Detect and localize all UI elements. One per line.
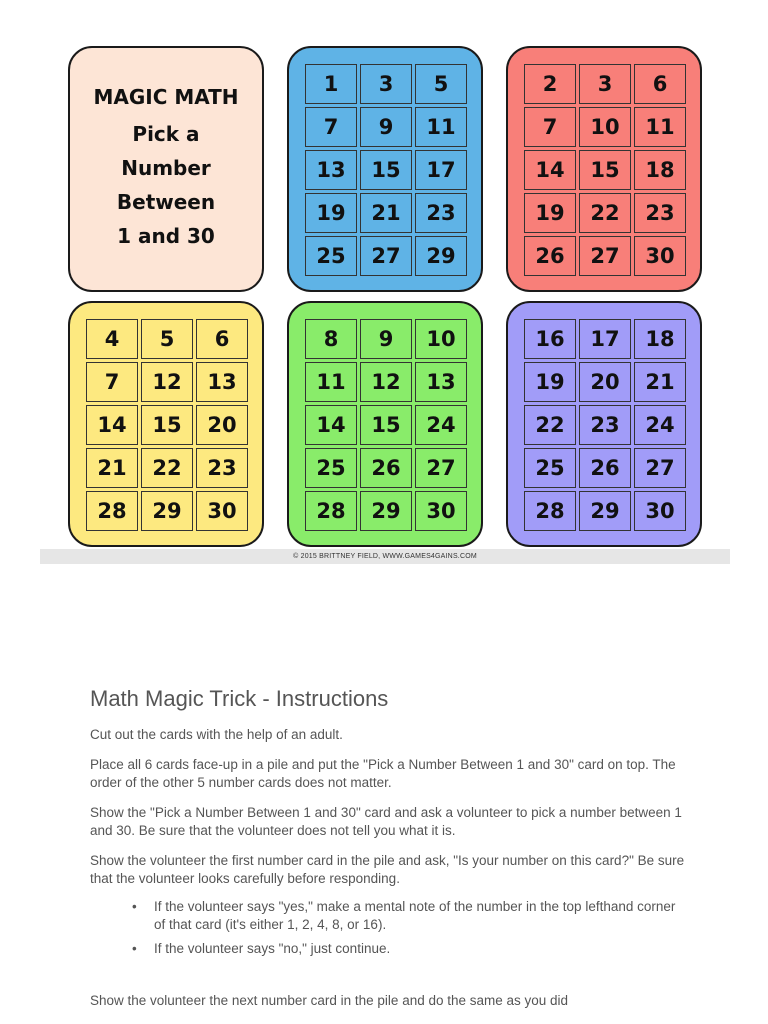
number-grid-blue [305, 64, 467, 276]
number-cell: 14 [524, 150, 576, 190]
instruction-bullet: • If the volunteer says "no," just continue. [132, 940, 690, 958]
copyright-text: © 2015 BRITTNEY FIELD, WWW.GAMES4GAINS.COM [293, 553, 477, 560]
number-cell: 11 [634, 107, 686, 147]
number-cell: 4 [86, 319, 138, 359]
number-cell: 25 [305, 448, 357, 488]
instruction-paragraph: Show the "Pick a Number Between 1 and 30" card and ask a volunteer to pick a number between 1 and 30. Be sure that the volunteer does not tell you what it is. [90, 805, 682, 838]
number-cell: 13 [415, 362, 467, 402]
number-grid-yellow [86, 319, 248, 531]
instructions-section [90, 686, 690, 1022]
number-cell: 27 [634, 448, 686, 488]
number-grid-red [524, 64, 686, 276]
number-card-blue [287, 46, 483, 292]
number-cell: 7 [524, 107, 576, 147]
number-cell: 9 [360, 107, 412, 147]
number-cell: 18 [634, 150, 686, 190]
instruction-paragraph: Show the volunteer the first number card in the pile and ask, "Is your number on this card?" Be sure that the volunteer looks carefully before responding. [90, 853, 685, 886]
number-cell: 15 [360, 405, 412, 445]
number-cell: 12 [141, 362, 193, 402]
number-cell: 28 [86, 491, 138, 531]
number-cell: 26 [360, 448, 412, 488]
number-cell: 27 [579, 236, 631, 276]
number-cell: 27 [415, 448, 467, 488]
number-cell: 20 [579, 362, 631, 402]
instruction-paragraph: Cut out the cards with the help of an adult. [90, 727, 343, 742]
number-cell: 24 [634, 405, 686, 445]
number-cell: 29 [415, 236, 467, 276]
number-cell: 27 [360, 236, 412, 276]
pick-number-text: Pick a Number Between 1 and 30 [116, 122, 216, 248]
instruction-bullet: • If the volunteer says "yes," make a mental note of the number in the top lefthand corner of that card (it's either 1, 2, 4, 8, or 16). [132, 898, 690, 934]
number-card-green [287, 301, 483, 547]
number-cell: 15 [141, 405, 193, 445]
number-cell: 21 [360, 193, 412, 233]
number-cell: 25 [305, 236, 357, 276]
number-cell: 22 [579, 193, 631, 233]
number-cell: 12 [360, 362, 412, 402]
number-cell: 7 [305, 107, 357, 147]
number-cell: 20 [196, 405, 248, 445]
number-cell: 24 [415, 405, 467, 445]
number-cell: 15 [579, 150, 631, 190]
number-cell: 16 [524, 319, 576, 359]
number-cell: 8 [305, 319, 357, 359]
number-cell: 13 [305, 150, 357, 190]
number-cell: 28 [305, 491, 357, 531]
number-cell: 19 [305, 193, 357, 233]
number-cell: 5 [415, 64, 467, 104]
number-cell: 15 [360, 150, 412, 190]
number-cell: 21 [86, 448, 138, 488]
number-cell: 14 [86, 405, 138, 445]
number-cell: 22 [524, 405, 576, 445]
number-cell: 30 [415, 491, 467, 531]
number-cell: 30 [634, 236, 686, 276]
number-grid-green [305, 319, 467, 531]
number-cell: 11 [305, 362, 357, 402]
copyright-bar [40, 549, 730, 564]
number-cell: 9 [360, 319, 412, 359]
number-cell: 26 [579, 448, 631, 488]
number-cell: 7 [86, 362, 138, 402]
number-cell: 23 [634, 193, 686, 233]
number-cell: 11 [415, 107, 467, 147]
number-card-yellow [68, 301, 264, 547]
number-cell: 1 [305, 64, 357, 104]
number-cell: 17 [579, 319, 631, 359]
number-cell: 30 [634, 491, 686, 531]
number-cell: 26 [524, 236, 576, 276]
number-cell: 18 [634, 319, 686, 359]
number-card-purple [506, 301, 702, 547]
number-cell: 6 [196, 319, 248, 359]
number-cell: 23 [415, 193, 467, 233]
number-cell: 25 [524, 448, 576, 488]
number-grid-purple [524, 319, 686, 531]
number-cell: 21 [634, 362, 686, 402]
number-cell: 28 [524, 491, 576, 531]
number-cell: 19 [524, 362, 576, 402]
number-cell: 14 [305, 405, 357, 445]
number-cell: 3 [579, 64, 631, 104]
instruction-paragraph: Show the volunteer the next number card in the pile and do the same as you did [90, 993, 569, 1008]
title-card [68, 46, 264, 292]
number-cell: 19 [524, 193, 576, 233]
number-cell: 10 [579, 107, 631, 147]
number-cell: 5 [141, 319, 193, 359]
number-cell: 30 [196, 491, 248, 531]
number-cell: 17 [415, 150, 467, 190]
number-cell: 22 [141, 448, 193, 488]
number-card-red [506, 46, 702, 292]
number-cell: 10 [415, 319, 467, 359]
number-cell: 13 [196, 362, 248, 402]
number-cell: 23 [196, 448, 248, 488]
number-cell: 6 [634, 64, 686, 104]
number-cell: 23 [579, 405, 631, 445]
number-cell: 29 [579, 491, 631, 531]
instructions-title: Math Magic Trick - Instructions [90, 686, 389, 711]
number-cell: 29 [141, 491, 193, 531]
number-cell: 29 [360, 491, 412, 531]
number-cell: 3 [360, 64, 412, 104]
magic-math-heading: MAGIC MATH [93, 85, 239, 109]
instruction-bullet-list [132, 898, 690, 958]
instruction-paragraph: Place all 6 cards face-up in a pile and put the "Pick a Number Between 1 and 30" card on top. The order of the other 5 number cards does not matter. [90, 757, 676, 790]
number-cell: 2 [524, 64, 576, 104]
